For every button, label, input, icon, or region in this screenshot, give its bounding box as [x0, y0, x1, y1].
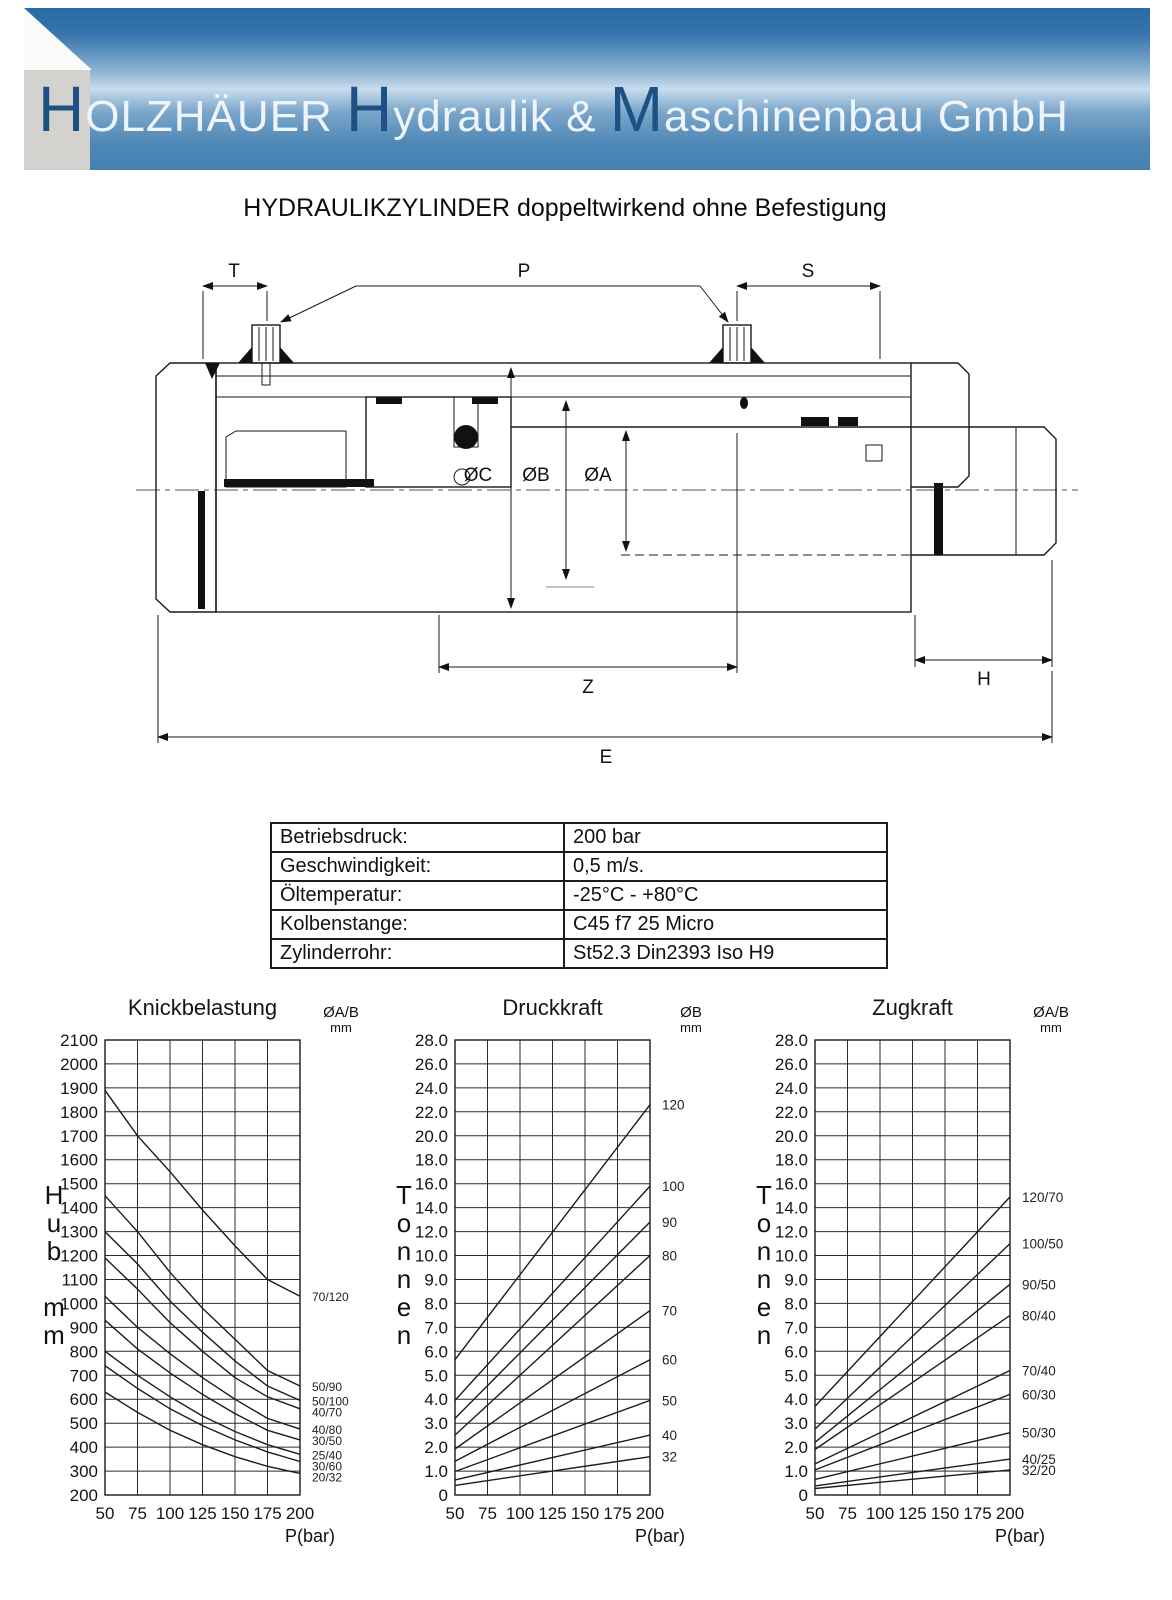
series-label: 40/80	[312, 1423, 343, 1438]
legend-unit: mm	[1040, 1020, 1062, 1035]
svg-text:200: 200	[285, 1504, 315, 1523]
svg-text:5.0: 5.0	[424, 1366, 448, 1386]
svg-text:16.0: 16.0	[774, 1174, 808, 1194]
spec-label: Zylinderrohr:	[271, 939, 564, 968]
logo-roof-icon	[24, 8, 92, 70]
svg-text:18.0: 18.0	[774, 1150, 808, 1170]
series-label: 50/30	[1022, 1425, 1056, 1441]
svg-text:900: 900	[69, 1318, 98, 1338]
series-label: 32/20	[1022, 1463, 1056, 1479]
svg-text:6.0: 6.0	[424, 1342, 448, 1362]
y-axis-title: T o n n e n	[396, 1180, 412, 1350]
spec-value: C45 f7 25 Micro	[564, 910, 887, 939]
series-label: 100	[662, 1179, 685, 1195]
svg-text:125: 125	[188, 1504, 217, 1523]
dim-label-t: T	[228, 261, 240, 282]
cylinder-drawing-svg	[66, 255, 1106, 805]
x-axis-title: P(bar)	[284, 1526, 335, 1546]
dim-label-e: E	[599, 747, 613, 768]
svg-text:12.0: 12.0	[414, 1222, 448, 1242]
spec-row	[271, 939, 887, 968]
svg-text:7.0: 7.0	[784, 1318, 808, 1338]
legend-unit: mm	[680, 1020, 702, 1035]
spec-value: 200 bar	[564, 823, 887, 852]
svg-text:28.0: 28.0	[414, 1031, 448, 1050]
svg-text:14.0: 14.0	[774, 1198, 808, 1218]
spec-label: Kolbenstange:	[271, 910, 564, 939]
svg-text:14.0: 14.0	[414, 1198, 448, 1218]
series-label: 40	[662, 1428, 678, 1444]
svg-text:7.0: 7.0	[424, 1318, 448, 1338]
svg-text:75: 75	[838, 1504, 857, 1523]
svg-text:3.0: 3.0	[424, 1414, 448, 1434]
svg-text:1300: 1300	[60, 1222, 98, 1242]
svg-text:1.0: 1.0	[784, 1462, 808, 1482]
spec-label: Geschwindigkeit:	[271, 852, 564, 881]
legend-title: ØB	[680, 1004, 702, 1021]
svg-text:4.0: 4.0	[424, 1390, 448, 1410]
cylinder-technical-drawing	[66, 255, 1106, 805]
svg-text:0: 0	[438, 1486, 448, 1505]
legend-unit: mm	[330, 1020, 352, 1035]
svg-text:1200: 1200	[60, 1246, 98, 1266]
x-axis-title: P(bar)	[994, 1526, 1045, 1546]
spec-table	[270, 822, 888, 969]
svg-text:22.0: 22.0	[774, 1102, 808, 1122]
svg-text:150: 150	[220, 1504, 250, 1523]
series-label: 60	[662, 1352, 678, 1368]
svg-text:2100: 2100	[60, 1031, 98, 1050]
legend-title: ØA/B	[323, 1004, 359, 1021]
chart-plot-svg	[740, 995, 1165, 1570]
svg-text:26.0: 26.0	[774, 1054, 808, 1074]
svg-text:22.0: 22.0	[414, 1102, 448, 1122]
svg-text:400: 400	[69, 1438, 98, 1458]
series-label: 100/50	[1022, 1236, 1064, 1252]
svg-text:125: 125	[538, 1504, 567, 1523]
series-label: 80	[662, 1248, 678, 1264]
svg-text:10.0: 10.0	[774, 1246, 808, 1266]
series-label: 30/50	[312, 1434, 343, 1449]
spec-value: 0,5 m/s.	[564, 852, 887, 881]
svg-text:18.0: 18.0	[414, 1150, 448, 1170]
svg-text:150: 150	[570, 1504, 600, 1523]
spec-label: Betriebsdruck:	[271, 823, 564, 852]
svg-text:1400: 1400	[60, 1198, 98, 1218]
series-label: 70	[662, 1303, 678, 1319]
svg-text:1.0: 1.0	[424, 1462, 448, 1482]
chart-plot-svg	[30, 995, 375, 1570]
dim-label-p: P	[517, 261, 531, 282]
series-label: 50/90	[312, 1380, 343, 1394]
logo-segment: HOLZHÄUER	[38, 73, 347, 145]
chart-knickbelastung	[30, 995, 375, 1570]
spec-label: Öltemperatur:	[271, 881, 564, 910]
series-label: 80/40	[1022, 1308, 1056, 1324]
svg-text:50: 50	[805, 1504, 825, 1523]
company-banner	[24, 8, 1150, 170]
svg-text:75: 75	[478, 1504, 497, 1523]
company-logo-text	[38, 72, 1069, 146]
series-label: 120/70	[1022, 1189, 1064, 1205]
svg-text:700: 700	[69, 1366, 98, 1386]
series-label: 120	[662, 1097, 685, 1113]
series-label: 50/100	[312, 1394, 349, 1409]
series-label: 32	[662, 1449, 678, 1465]
svg-text:4.0: 4.0	[784, 1390, 808, 1410]
legend-title: ØA/B	[1033, 1004, 1069, 1021]
chart-title: Zugkraft	[872, 995, 953, 1020]
spec-row	[271, 823, 887, 852]
svg-text:1700: 1700	[60, 1126, 98, 1146]
dim-label-h: H	[977, 669, 991, 690]
svg-text:16.0: 16.0	[414, 1174, 448, 1194]
svg-text:28.0: 28.0	[774, 1031, 808, 1050]
svg-text:6.0: 6.0	[784, 1342, 808, 1362]
spec-value: St52.3 Din2393 Iso H9	[564, 939, 887, 968]
svg-text:24.0: 24.0	[774, 1078, 808, 1098]
svg-text:1100: 1100	[61, 1270, 98, 1290]
dim-label-oa: ØA	[584, 465, 612, 486]
spec-row	[271, 852, 887, 881]
svg-text:150: 150	[930, 1504, 960, 1523]
series-label: 90/50	[1022, 1277, 1056, 1293]
svg-text:500: 500	[69, 1414, 98, 1434]
series-label: 50	[662, 1393, 678, 1409]
dim-label-ob: ØB	[522, 465, 550, 486]
svg-text:300: 300	[69, 1462, 98, 1482]
svg-text:5.0: 5.0	[784, 1366, 808, 1386]
svg-text:175: 175	[963, 1504, 992, 1523]
logo-segment: Maschinenbau GmbH	[609, 73, 1069, 145]
series-label: 90	[662, 1215, 678, 1230]
svg-text:8.0: 8.0	[424, 1294, 448, 1314]
svg-text:50: 50	[95, 1504, 115, 1523]
svg-text:1800: 1800	[60, 1102, 98, 1122]
dim-label-s: S	[801, 261, 815, 282]
series-label: 40/25	[1022, 1452, 1056, 1468]
svg-text:175: 175	[603, 1504, 632, 1523]
svg-text:8.0: 8.0	[784, 1294, 808, 1314]
spec-row	[271, 910, 887, 939]
svg-text:2.0: 2.0	[424, 1438, 448, 1458]
x-axis-title: P(bar)	[634, 1526, 685, 1546]
y-axis-title: T o n n e n	[756, 1180, 772, 1350]
svg-text:9.0: 9.0	[424, 1270, 448, 1290]
svg-text:20.0: 20.0	[414, 1126, 448, 1146]
dim-label-oc: ØC	[463, 465, 493, 486]
svg-text:10.0: 10.0	[414, 1246, 448, 1266]
svg-text:3.0: 3.0	[784, 1414, 808, 1434]
chart-title: Druckkraft	[502, 995, 603, 1020]
svg-text:1000: 1000	[60, 1294, 98, 1314]
series-label: 20/32	[312, 1470, 343, 1485]
chart-title: Knickbelastung	[127, 995, 278, 1020]
page-title: HYDRAULIKZYLINDER doppeltwirkend ohne Befestigung	[243, 194, 887, 222]
svg-text:200: 200	[635, 1504, 665, 1523]
svg-text:200: 200	[69, 1486, 98, 1505]
chart-plot-svg	[380, 995, 725, 1570]
svg-text:0: 0	[798, 1486, 808, 1505]
svg-text:200: 200	[995, 1504, 1025, 1523]
svg-text:2000: 2000	[60, 1054, 98, 1074]
svg-text:175: 175	[253, 1504, 282, 1523]
svg-text:50: 50	[445, 1504, 465, 1523]
svg-text:100: 100	[505, 1504, 535, 1523]
svg-text:600: 600	[69, 1390, 98, 1410]
svg-text:12.0: 12.0	[774, 1222, 808, 1242]
series-label: 70/120	[312, 1290, 349, 1305]
svg-text:800: 800	[69, 1342, 98, 1362]
chart-zugkraft	[740, 995, 1165, 1570]
dim-label-z: Z	[582, 677, 594, 698]
svg-text:1600: 1600	[60, 1150, 98, 1170]
y-axis-title: H u b m m	[43, 1180, 65, 1350]
svg-text:9.0: 9.0	[784, 1270, 808, 1290]
spec-row	[271, 881, 887, 910]
svg-text:100: 100	[865, 1504, 895, 1523]
series-label: 70/40	[1022, 1363, 1056, 1379]
series-label: 60/30	[1022, 1387, 1056, 1403]
svg-text:2.0: 2.0	[784, 1438, 808, 1458]
svg-text:125: 125	[898, 1504, 927, 1523]
svg-text:24.0: 24.0	[414, 1078, 448, 1098]
svg-text:20.0: 20.0	[774, 1126, 808, 1146]
svg-text:1500: 1500	[60, 1174, 98, 1194]
series-label: 40/70	[312, 1405, 343, 1420]
svg-text:1900: 1900	[60, 1078, 98, 1098]
series-label: 30/60	[312, 1459, 343, 1474]
svg-text:26.0: 26.0	[414, 1054, 448, 1074]
series-label: 25/40	[312, 1448, 343, 1463]
chart-druckkraft	[380, 995, 725, 1570]
svg-text:75: 75	[128, 1504, 147, 1523]
logo-segment: Hydraulik &	[346, 73, 610, 145]
spec-value: -25°C - +80°C	[564, 881, 887, 910]
svg-text:100: 100	[155, 1504, 185, 1523]
